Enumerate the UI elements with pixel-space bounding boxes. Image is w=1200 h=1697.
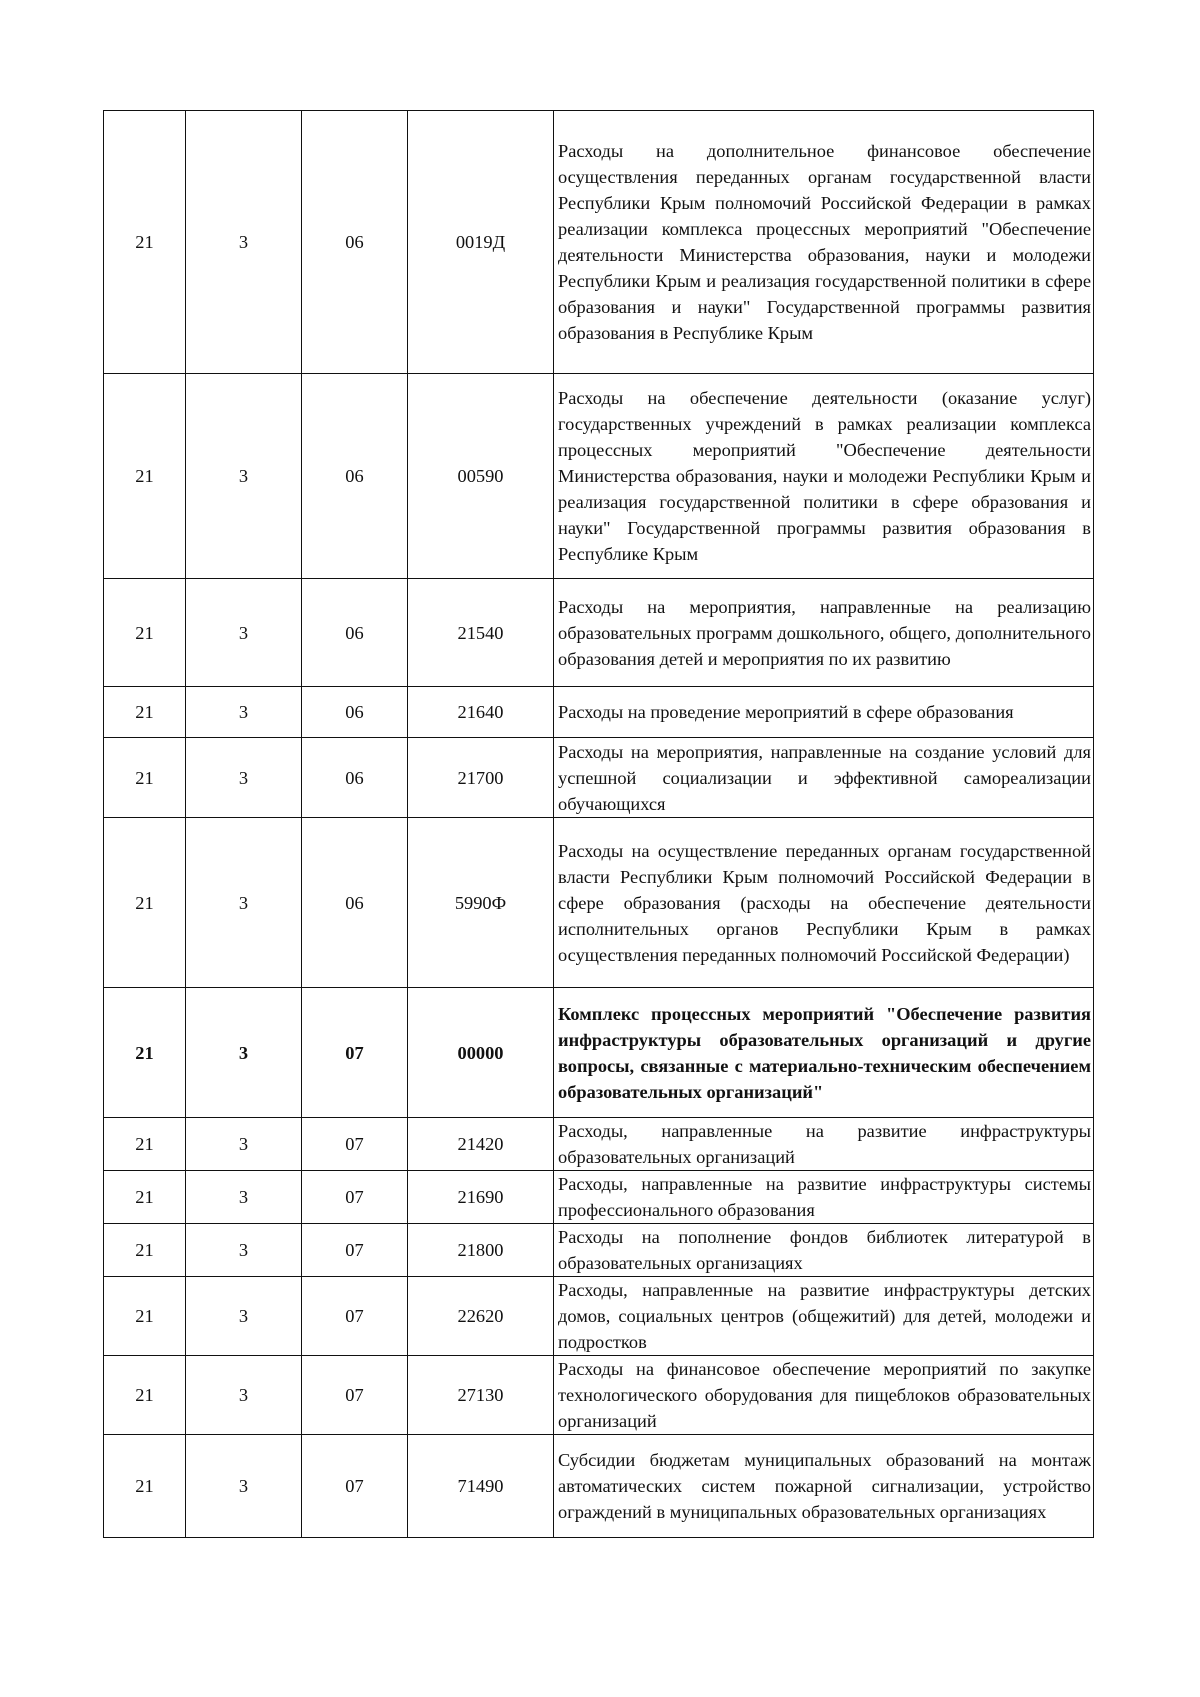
code-cell-2: 3	[186, 374, 302, 579]
table-body	[104, 111, 1094, 1538]
table-row	[104, 988, 1094, 1118]
code-cell-2: 3	[186, 1277, 302, 1356]
code-cell-4: 21800	[408, 1224, 554, 1277]
code-cell-2: 3	[186, 687, 302, 738]
table-row	[104, 374, 1094, 579]
code-cell-3: 06	[302, 579, 408, 687]
code-cell-4: 00590	[408, 374, 554, 579]
code-cell-1: 21	[104, 1356, 186, 1435]
code-cell-3: 07	[302, 1356, 408, 1435]
code-cell-1: 21	[104, 1277, 186, 1356]
table-row	[104, 1356, 1094, 1435]
description-cell: Расходы на мероприятия, направленные на создание условий для успешной социализации и эффективной самореализации обучающихся	[554, 738, 1094, 818]
code-cell-1: 21	[104, 738, 186, 818]
code-cell-4: 0019Д	[408, 111, 554, 374]
code-cell-2: 3	[186, 988, 302, 1118]
description-cell: Расходы на пополнение фондов библиотек литературой в образовательных организациях	[554, 1224, 1094, 1277]
code-cell-2: 3	[186, 111, 302, 374]
code-cell-3: 07	[302, 988, 408, 1118]
table-row	[104, 1118, 1094, 1171]
description-cell: Расходы, направленные на развитие инфраструктуры детских домов, социальных центров (общежитий) для детей, молодежи и подростков	[554, 1277, 1094, 1356]
code-cell-4: 5990Ф	[408, 818, 554, 988]
code-cell-3: 07	[302, 1224, 408, 1277]
table-row	[104, 111, 1094, 374]
budget-classification-table	[103, 110, 1094, 1538]
code-cell-4: 21640	[408, 687, 554, 738]
code-cell-3: 06	[302, 374, 408, 579]
code-cell-2: 3	[186, 1171, 302, 1224]
description-cell: Расходы на проведение мероприятий в сфере образования	[554, 687, 1094, 738]
code-cell-3: 07	[302, 1118, 408, 1171]
table-row	[104, 1435, 1094, 1538]
code-cell-3: 07	[302, 1277, 408, 1356]
table-row	[104, 1224, 1094, 1277]
description-cell: Расходы на мероприятия, направленные на реализацию образовательных программ дошкольного, общего, дополнительного образования детей и мероприятия по их развитию	[554, 579, 1094, 687]
code-cell-4: 22620	[408, 1277, 554, 1356]
code-cell-4: 21690	[408, 1171, 554, 1224]
code-cell-3: 06	[302, 111, 408, 374]
description-cell: Расходы, направленные на развитие инфраструктуры образовательных организаций	[554, 1118, 1094, 1171]
code-cell-2: 3	[186, 1356, 302, 1435]
code-cell-1: 21	[104, 1224, 186, 1277]
description-cell: Расходы на обеспечение деятельности (оказание услуг) государственных учреждений в рамках реализации комплекса процессных мероприятий "Обеспечение деятельности Министерства образования, науки и молодежи Республики Крым и реализация государственной политики в сфере образования и науки" Государственной программы развития образования в Республике Крым	[554, 374, 1094, 579]
description-cell: Расходы, направленные на развитие инфраструктуры системы профессионального образования	[554, 1171, 1094, 1224]
code-cell-1: 21	[104, 818, 186, 988]
code-cell-3: 07	[302, 1435, 408, 1538]
description-cell: Комплекс процессных мероприятий "Обеспечение развития инфраструктуры образовательных организаций и другие вопросы, связанные с материально-техническим обеспечением образовательных организаций"	[554, 988, 1094, 1118]
code-cell-1: 21	[104, 1435, 186, 1538]
code-cell-1: 21	[104, 1118, 186, 1171]
description-cell: Субсидии бюджетам муниципальных образований на монтаж автоматических систем пожарной сигнализации, устройство ограждений в муниципальных образовательных организациях	[554, 1435, 1094, 1538]
code-cell-1: 21	[104, 579, 186, 687]
code-cell-4: 21540	[408, 579, 554, 687]
code-cell-4: 71490	[408, 1435, 554, 1538]
code-cell-1: 21	[104, 111, 186, 374]
table-row	[104, 1171, 1094, 1224]
code-cell-3: 06	[302, 738, 408, 818]
code-cell-4: 00000	[408, 988, 554, 1118]
code-cell-2: 3	[186, 738, 302, 818]
code-cell-1: 21	[104, 1171, 186, 1224]
code-cell-3: 06	[302, 818, 408, 988]
table-row	[104, 1277, 1094, 1356]
code-cell-1: 21	[104, 988, 186, 1118]
code-cell-4: 27130	[408, 1356, 554, 1435]
description-cell: Расходы на дополнительное финансовое обеспечение осуществления переданных органам государственной власти Республики Крым полномочий Российской Федерации в рамках реализации комплекса процессных мероприятий "Обеспечение деятельности Министерства образования, науки и молодежи Республики Крым и реализация государственной политики в сфере образования и науки" Государственной программы развития образования в Республике Крым	[554, 111, 1094, 374]
code-cell-1: 21	[104, 687, 186, 738]
code-cell-2: 3	[186, 1118, 302, 1171]
table-row	[104, 818, 1094, 988]
code-cell-2: 3	[186, 1224, 302, 1277]
table-row	[104, 738, 1094, 818]
code-cell-4: 21420	[408, 1118, 554, 1171]
code-cell-2: 3	[186, 579, 302, 687]
description-cell: Расходы на финансовое обеспечение мероприятий по закупке технологического оборудования для пищеблоков образовательных организаций	[554, 1356, 1094, 1435]
table-row	[104, 579, 1094, 687]
description-cell: Расходы на осуществление переданных органам государственной власти Республики Крым полномочий Российской Федерации в сфере образования (расходы на обеспечение деятельности исполнительных органов Республики Крым в рамках осуществления переданных полномочий Российской Федерации)	[554, 818, 1094, 988]
code-cell-3: 06	[302, 687, 408, 738]
code-cell-3: 07	[302, 1171, 408, 1224]
code-cell-4: 21700	[408, 738, 554, 818]
code-cell-2: 3	[186, 818, 302, 988]
table-row	[104, 687, 1094, 738]
code-cell-2: 3	[186, 1435, 302, 1538]
code-cell-1: 21	[104, 374, 186, 579]
